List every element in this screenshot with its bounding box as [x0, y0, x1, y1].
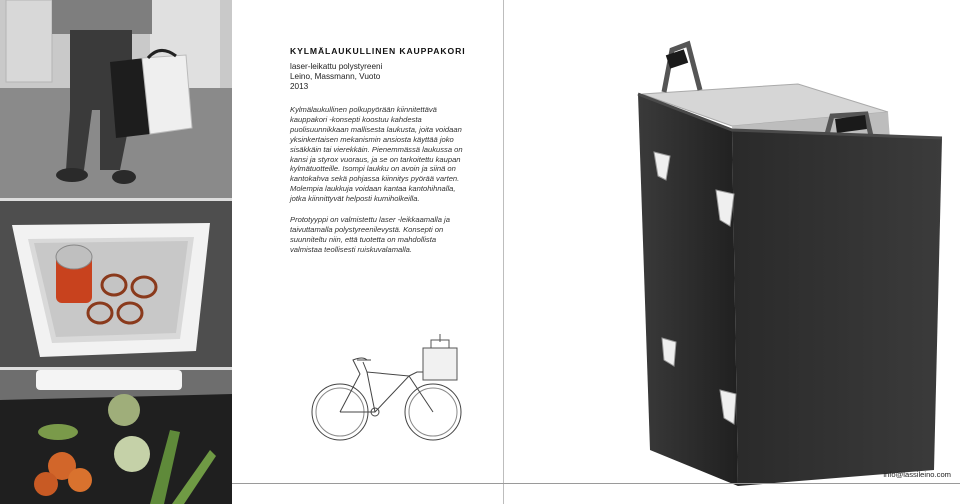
footer-rule [232, 483, 960, 484]
article-material: laser-leikattu polystyreeni [290, 62, 383, 71]
article-body [290, 105, 470, 255]
photo-bag-with-vegetables [0, 370, 232, 504]
page-spine-divider [503, 0, 504, 504]
photo-column [0, 0, 232, 504]
body-paragraph: Kylmälaukullinen polkupyörään kiinnitettävä kauppakori -konsepti koostuu kahdesta puolisuunnikkaan mallisesta laukusta, joita voidaan yksinkertaisen mekanismin ansiosta käyttää joko sisäkkäin tai vierekkäin. Pienemmässä laukussa on kansi ja styrox vuoraus, ja se on tarkoitettu kaupan kylmätuotteille. Isompi laukku on avoin ja siinä on kantokahva sekä pohjassa kiinnitys pyörää varten. Molempia laukkuja voidaan kantaa kantohihnalla, jotka kiinnittyvät helposti kumiholkeilla. [290, 105, 463, 204]
article-authors: Leino, Massmann, Vuoto [290, 72, 381, 81]
body-paragraph: Prototyyppi on valmistettu laser -leikkaamalla ja taivuttamalla polystyreenilevystä. Konsepti on suunniteltu niin, että tuotetta on mahdollista valmistaa teollisesti ruiskuvalamalla. [290, 215, 450, 254]
product-photo-basket [620, 30, 950, 490]
contact-email: info@lassileino.com [883, 470, 951, 479]
photo-person-carrying-bag [0, 0, 232, 198]
photo-cooler-with-cans [0, 201, 232, 367]
article-text [290, 46, 470, 266]
article-title: KYLMÄLAUKULLINEN KAUPPAKORI [290, 46, 466, 56]
article-year: 2013 [290, 82, 309, 91]
bicycle-illustration [305, 330, 465, 450]
